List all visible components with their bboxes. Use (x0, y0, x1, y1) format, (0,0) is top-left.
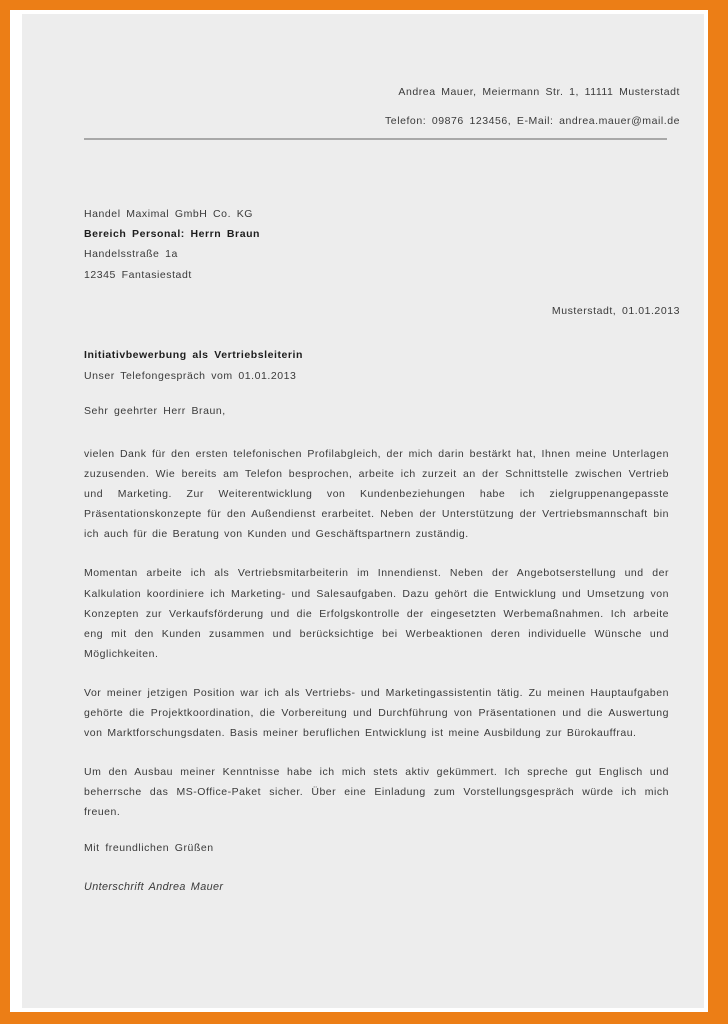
sender-contact-line: Telefon: 09876 123456, E-Mail: andrea.mauer@mail.de (385, 115, 680, 127)
recipient-city: 12345 Fantasiestadt (84, 268, 192, 281)
place-and-date: Musterstadt, 01.01.2013 (551, 305, 680, 317)
page-frame-inner (10, 10, 708, 1012)
letter-body (84, 444, 669, 823)
recipient-address-block (84, 204, 260, 285)
recipient-department: Bereich Personal: Herrn Braun (84, 228, 261, 241)
subject-block (84, 345, 303, 386)
letter-page (22, 14, 704, 1008)
body-paragraph: Um den Ausbau meiner Kenntnisse habe ich mich stets aktiv gekümmert. Ich spreche gut Englisch und beherrsche das MS-Office-Paket sicher. Über eine Einladung zum Vorstellungsgespräch würde ich mich freuen. (84, 766, 669, 819)
salutation-line: Sehr geehrter Herr Braun, (84, 405, 226, 417)
sender-address-line: Andrea Mauer, Meiermann Str. 1, 11111 Musterstadt (398, 86, 680, 98)
recipient-company: Handel Maximal GmbH Co. KG (84, 208, 253, 220)
subject-headline: Initiativbewerbung als Vertriebsleiterin (84, 349, 303, 361)
closing-line: Mit freundlichen Grüßen (84, 842, 214, 854)
body-paragraph: vielen Dank für den ersten telefonischen Profilabgleich, der mich darin bestärkt hat, Ihnen meine Unterlagen zuzusenden. Wie bereits am Telefon besprochen, arbeite ich zurzeit an der Schnittstelle zwischen Vertrieb und Marketing. Zur Weiterentwicklung von Kundenbeziehungen habe ich zielgruppenangepasste Präsentationskonzepte für den Außendienst erarbeitet. Neben der Unterstützung der Vertriebsmannschaft bin ich auch für die Beratung von Kunden und Geschäftspartnern zuständig. (84, 448, 669, 541)
signature-line: Unterschrift Andrea Mauer (84, 881, 224, 893)
header-divider-rule (84, 138, 667, 140)
subject-reference: Unser Telefongespräch vom 01.01.2013 (84, 369, 297, 382)
body-paragraph: Momentan arbeite ich als Vertriebsmitarbeiterin im Innendienst. Neben der Angebotserstellung und der Kalkulation koordiniere ich Marketing- und Salesaufgaben. Dazu gehört die Entwicklung und Umsetzung von Konzepten zur Verkaufsförderung und die Erfolgskontrolle der eingesetzten Werbemaßnahmen. Ich arbeite eng mit den Kunden zusammen und berücksichtige bei Werbeaktionen deren individuelle Wünsche und Möglichkeiten. (84, 567, 669, 660)
sender-header (84, 86, 680, 127)
recipient-street: Handelsstraße 1a (84, 248, 178, 261)
body-paragraph: Vor meiner jetzigen Position war ich als Vertriebs- und Marketingassistentin tätig. Zu meinen Hauptaufgaben gehörte die Projektkoordination, die Vorbereitung und Durchführung von Präsentationen und die Auswertung von Marktforschungsdaten. Basis meiner beruflichen Entwicklung ist meine Ausbildung zur Bürokauffrau. (84, 686, 669, 740)
